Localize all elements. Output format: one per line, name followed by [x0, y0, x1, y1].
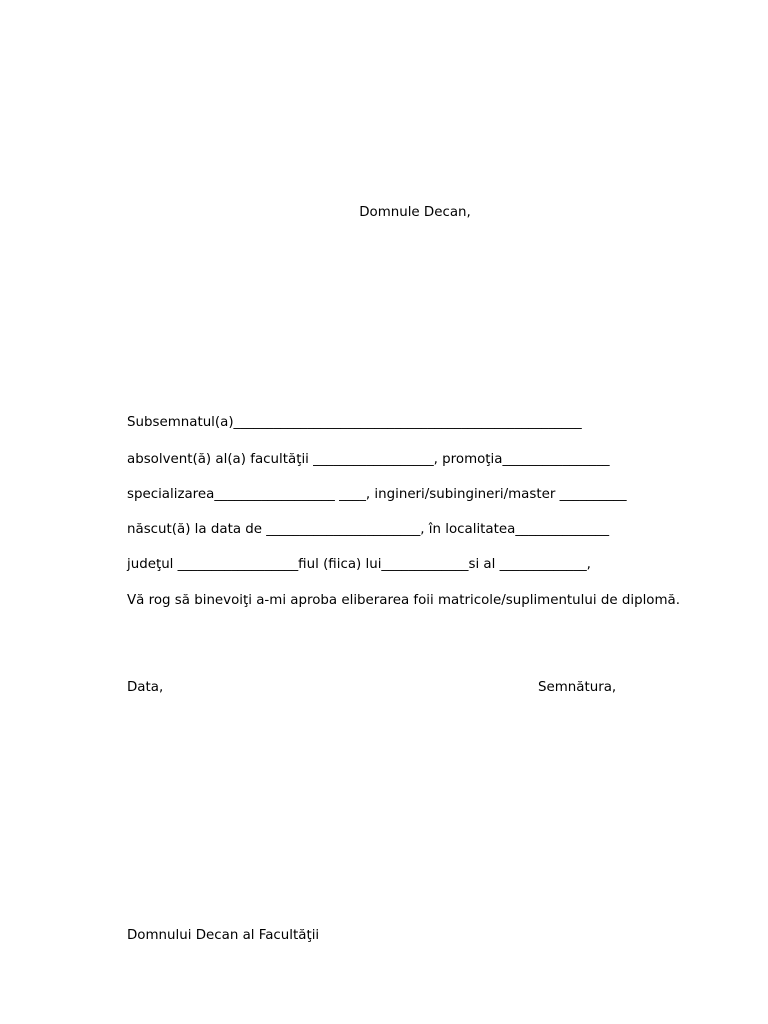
body-line-name: Subsemnatul(a)____________________________________________________	[127, 415, 582, 430]
body-line-birth: născut(ă) la data de _______________________, în localitatea______________	[127, 522, 610, 537]
body-line-specialization: specializarea__________________ ____, ingineri/subingineri/master __________	[127, 487, 627, 502]
salutation: Domnule Decan,	[359, 205, 471, 220]
body-line-request: Vă rog să binevoiţi a-mi aproba eliberarea foii matricole/suplimentului de diplomă.	[127, 593, 680, 608]
date-label: Data,	[127, 680, 164, 695]
signature-label: Semnătura,	[538, 680, 617, 695]
addressee: Domnului Decan al Facultăţii	[127, 928, 320, 943]
body-line-faculty: absolvent(ă) al(a) facultăţii __________________, promoţia________________	[127, 452, 610, 467]
body-line-county: judeţul __________________fiul (fiica) lui_____________si al _____________,	[127, 557, 591, 572]
